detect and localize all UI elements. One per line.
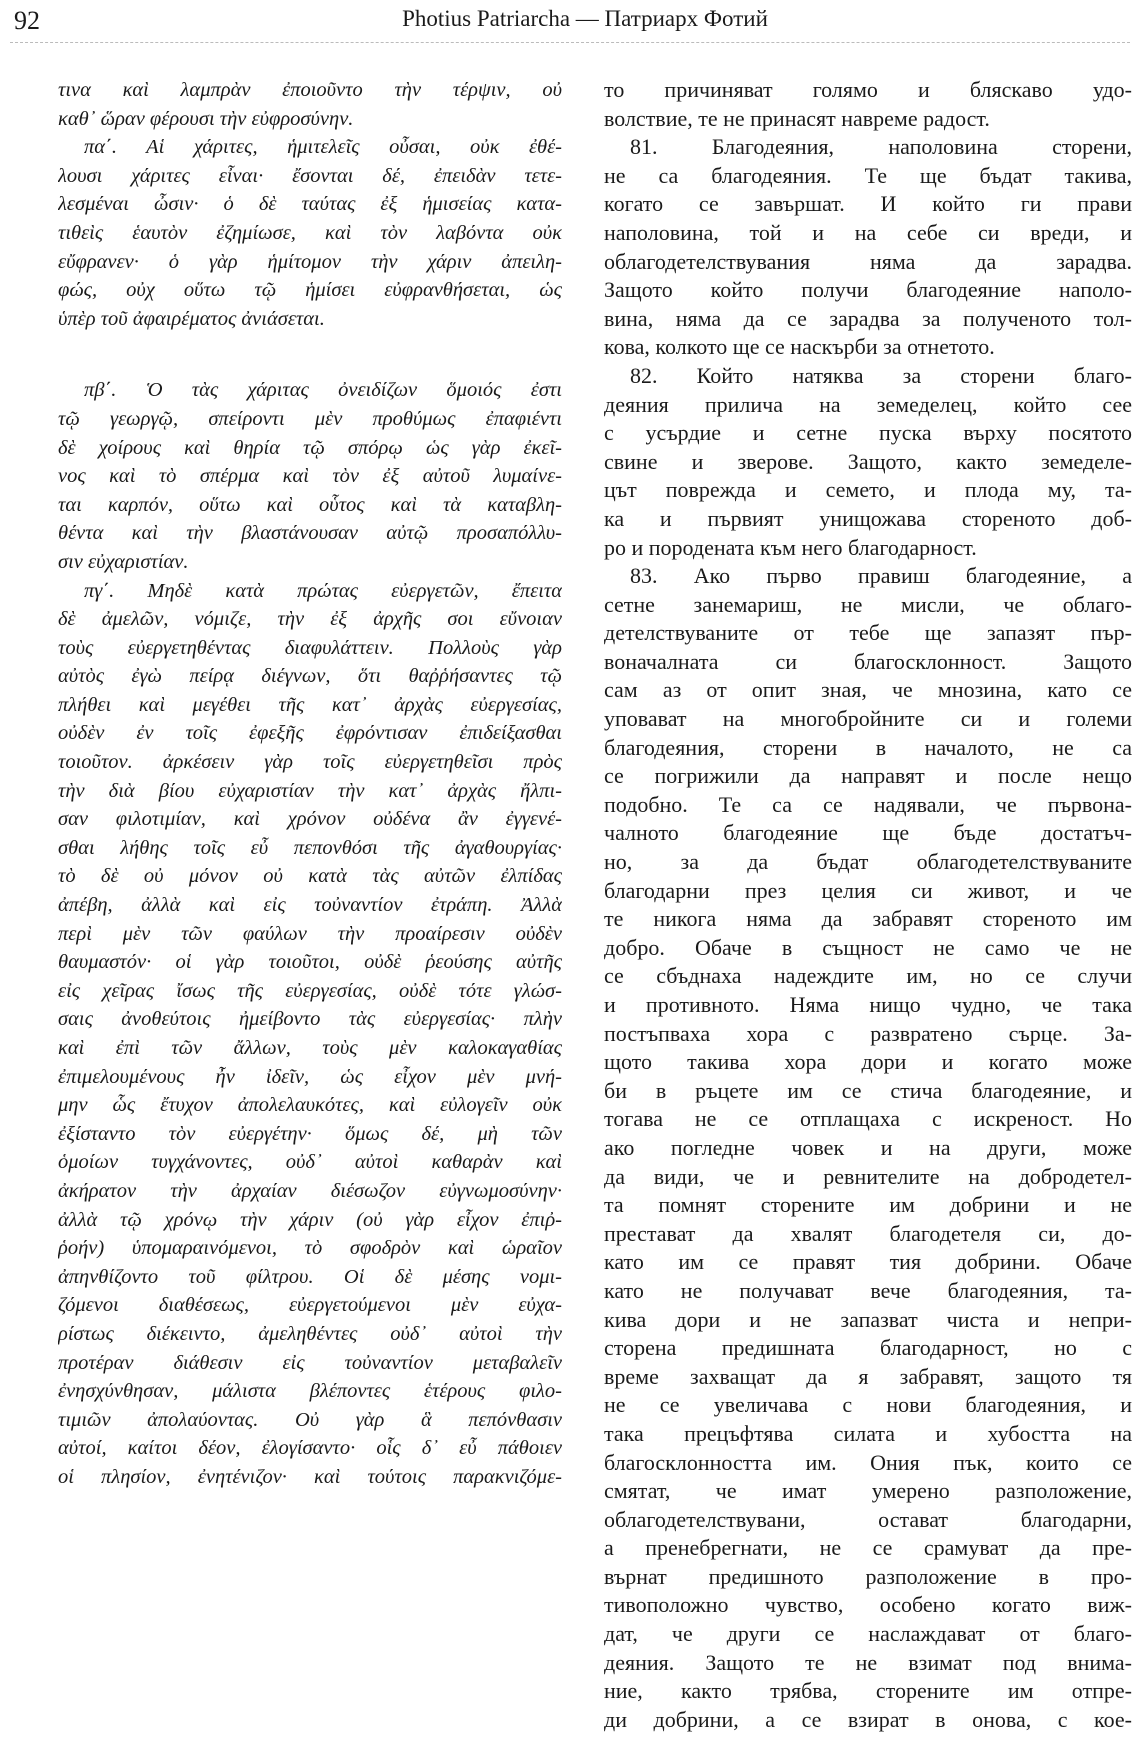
- text-line: ζόμενοι διαθέσεως, εὐεργετούμενοι μὲν εὐχα-: [58, 1294, 562, 1317]
- text-line: τινα καὶ λαμπρὰν ἐποιοῦντο τὴν τέρψιν, οὐ: [58, 79, 562, 101]
- running-title: Photius Patriarcha — Патриарх Фотий: [402, 6, 768, 31]
- text-line: ако погледне човек и на други, може: [604, 1134, 1132, 1160]
- text-line: ἐπιμελουμένους ἦν ἰδεῖν, ὡς εἶχον μὲν μνή-: [58, 1065, 562, 1088]
- text-line: δὲ ἀμελῶν, νόμιζε, τὴν ἐξ ἀρχῆς σοι εὔνοιαν: [58, 608, 562, 631]
- text-line: престават да хвалят благодетеля си, до-: [604, 1220, 1132, 1246]
- text-line: 82. Който натяква за сторени благо-: [630, 362, 1132, 388]
- text-line: λεσμέναι ὦσιν· ὁ δὲ ταύτας ἐξ ἡμισείας κατα-: [58, 193, 562, 216]
- text-line: καὶ ἐπὶ τῶν ἄλλων, τοὺς μὲν καλοκαγαθίας: [58, 1037, 562, 1059]
- text-line: благосклонността им. Ония пък, които се: [604, 1449, 1132, 1475]
- text-line: и противното. Няма нищо чудно, че така: [604, 992, 1132, 1017]
- text-line: постъпваха хора с развратено сърце. За-: [604, 1020, 1132, 1046]
- text-line: сетне занемариш, не мисли, че облаго-: [604, 591, 1132, 617]
- text-line: οἱ πλησίον, ἐνητένιζον· καὶ τούτοις παρακνιζόμε-: [58, 1465, 562, 1488]
- text-line: би в ръцете им се стича благодеяние, и: [604, 1077, 1132, 1103]
- text-line: σαις ἀνοθεύτοις ἠμείβοντο τὰς εὐεργεσίας· πλὴν: [58, 1008, 562, 1031]
- text-line: сам аз от опит зная, че мнозина, като се: [604, 677, 1132, 703]
- text-line: οὐδὲν ἐν τοῖς ἐφεξῆς ἐφρόντισαν ἐπιδείξασθαι: [58, 722, 562, 745]
- text-line: ро и породената към него благодарност.: [604, 534, 977, 560]
- text-line: φώς, οὐχ οὕτω τῷ ἡμίσει εὐφρανθήσεται, ὡς: [58, 279, 562, 302]
- text-line: περὶ μὲν τῶν φαύλων τὴν προαίρεσιν οὐδὲν: [58, 922, 562, 945]
- text-line: благодеяния, сторени в началото, не са: [604, 734, 1132, 760]
- text-line: смятат, че имат умерено разположение,: [604, 1478, 1132, 1504]
- text-line: τιθεὶς ἑαυτὸν ἐζημίωσε, καὶ τὸν λαβόντα οὐκ: [58, 221, 562, 244]
- text-line: не се увеличава с нови благодеяния, и: [604, 1392, 1132, 1418]
- text-line: αὐτοί, καίτοι δέον, ἐλογίσαντο· οἷς δ᾽ εὖ πάθοιεν: [58, 1437, 562, 1460]
- text-line: θαυμαστόν· οἱ γὰρ τοιοῦτοι, οὐδὲ ῥεούσης αὐτῆς: [58, 951, 562, 974]
- text-line: σαν φιλοτιμίαν, καὶ χρόνον οὐδένα ἂν ἐγγενέ-: [58, 808, 562, 831]
- text-line: цът поврежда и семето, и плода му, та-: [604, 477, 1132, 503]
- text-line: εἰς χεῖρας ἴσως τῆς εὐεργεσίας, οὐδὲ τότε γλώσ-: [58, 979, 562, 1002]
- text-line: πα΄. Αἱ χάριτες, ἡμιτελεῖς οὖσαι, οὐκ ἐθέ-: [84, 136, 562, 159]
- bulgarian-text-column: [604, 76, 1132, 1734]
- text-line: καθ᾽ ὥραν φέρουσι τὴν εὐφροσύνην.: [58, 107, 354, 130]
- text-line: σθαι λήθης τοῖς εὖ πεπονθόσι τῆς ἀγαθουργίας·: [58, 836, 562, 859]
- text-line: вина, няма да се зарадва за полученото тол-: [604, 305, 1132, 331]
- text-line: νος καὶ τὸ σπέρμα καὶ τὸν ἐξ αὐτοῦ λυμαίνε-: [58, 465, 562, 488]
- text-line: ρίστως διέκειντο, ἀμεληθέντες οὐδ᾽ αὐτοὶ τὴν: [58, 1322, 562, 1345]
- text-line: облагодетелствувани, остават благодарни,: [604, 1506, 1132, 1532]
- text-line: дат, че други се наслаждават от благо-: [604, 1621, 1132, 1647]
- text-line: те никога няма да забравят стореното им: [604, 906, 1132, 932]
- text-line: αὐτὸς ἐγὼ πείρᾳ διέγνων, ὅτι θαῤῥήσαντες τῷ: [58, 665, 562, 688]
- text-line: облагодетелствувания няма да зарадва.: [604, 248, 1132, 274]
- text-line: така прецъфтява силата и хубостта на: [604, 1420, 1132, 1446]
- text-line: свине и зверове. Защото, както земеделе-: [604, 448, 1132, 474]
- text-line: τοὺς εὐεργετηθέντας διαφυλάττειν. Πολλοὺς γὰρ: [58, 636, 562, 659]
- text-line: τῷ γεωργῷ, σπείροντι μὲν προθύμως ἐπαφιέντι: [58, 407, 562, 430]
- text-line: деяния. Защото те не взимат под внима-: [604, 1649, 1132, 1675]
- text-line: а пренебрегнати, не се срамуват да пре-: [604, 1535, 1132, 1561]
- text-line: кива дори и не запазват чиста и непри-: [604, 1306, 1132, 1332]
- text-line: щото такива хора дори и когато може: [604, 1049, 1132, 1075]
- text-line: ἀπέβη, ἀλλὰ καὶ εἰς τοὐναντίον ἐτράπη. Ἀλλὰ: [58, 894, 562, 917]
- text-line: ἀλλὰ τῷ χρόνῳ τὴν χάριν (οὐ γὰρ εἶχον ἐπιῤ-: [58, 1208, 562, 1231]
- greek-text-column: [58, 76, 562, 1492]
- text-line: δὲ χοίρους καὶ θηρία τῷ σπόρῳ ὡς γὰρ ἐκεῖ-: [58, 436, 562, 459]
- text-line: с усърдие и сетне пуска върху посятото: [604, 420, 1132, 446]
- text-line: тогава не се отплащаха с искреност. Но: [604, 1106, 1132, 1132]
- text-line: като не получават вече благодеяния, та-: [604, 1277, 1132, 1303]
- text-line: θέντα καὶ τὴν βλαστάνουσαν αὐτῷ προσαπόλλυ-: [58, 522, 562, 545]
- text-line: ἐνησχύνθησαν, μάλιστα βλέποντες ἑτέρους φιλο-: [58, 1380, 562, 1403]
- text-line: πβ΄. Ὁ τὰς χάριτας ὀνειδίζων ὅμοιός ἐστι: [84, 379, 562, 402]
- text-line: ῥοήν) ὑπομαραινόμενοι, τὸ σφοδρὸν καὶ ὡραῖον: [58, 1237, 562, 1260]
- text-line: време захващат да я забравят, защото тя: [604, 1363, 1132, 1389]
- text-line: ὑπὲρ τοῦ ἀφαιρέματος ἀνιάσεται.: [58, 307, 325, 330]
- text-line: уповават на многобройните си и големи: [604, 706, 1132, 732]
- text-line: πλήθει καὶ μεγέθει τῆς κατ᾽ ἀρχὰς εὐεργεσίας,: [58, 693, 562, 716]
- text-line: τοιοῦτον. ἀρκέσειν γὰρ τοῖς εὐεργετηθεῖσι πρὸς: [58, 751, 562, 774]
- text-line: то причиняват голямо и бляскаво удо-: [604, 77, 1132, 102]
- paragraph-gap: [58, 333, 562, 376]
- text-line: ἐξίσταντο τὸν εὐεργέτην· ὅμως δέ, μὴ τῶν: [58, 1122, 562, 1145]
- text-line: ди добрини, а се взират в онова, с кое-: [604, 1706, 1132, 1732]
- text-line: ται καρπόν, οὕτω καὶ οὗτος καὶ τὰ καταβλη-: [58, 493, 562, 516]
- text-line: τιμιῶν ἀπολαύοντας. Οὐ γὰρ ἃ πεπόνθασιν: [58, 1408, 562, 1431]
- text-line: τὸ δὲ οὐ μόνον οὐ κατὰ τὰς αὐτῶν ἐλπίδας: [58, 865, 562, 888]
- text-line: подобно. Те са се надявали, че първона-: [604, 791, 1132, 817]
- text-line: чалното благодеяние ще бъде достатъч-: [604, 820, 1132, 846]
- text-line: πγ΄. Μηδὲ κατὰ πρώτας εὐεργετῶν, ἔπειτα: [84, 579, 562, 602]
- text-line: ка и първият унищожава стореното доб-: [604, 505, 1132, 531]
- text-line: благодарни през целия си живот, и че: [604, 877, 1132, 903]
- text-line: деяния прилича на земеделец, който сее: [604, 391, 1132, 417]
- text-line: ние, както трябва, сторените им отпре-: [604, 1678, 1132, 1704]
- text-line: Защото който получи благодеяние наполо-: [604, 277, 1132, 303]
- text-line: наполовина, той и на себе си вреди, и: [604, 219, 1132, 245]
- text-line: воначалната си благосклонност. Защото: [604, 648, 1132, 674]
- text-line: εὔφρανεν· ὁ γὰρ ἡμίτομον τὴν χάριν ἀπειλη-: [58, 250, 562, 273]
- text-line: да види, че и ревнителите на добродетел-: [604, 1163, 1132, 1189]
- text-line: върнат предишното разположение в про-: [604, 1563, 1132, 1589]
- text-line: προτέραν διάθεσιν εἰς τοὐναντίον μεταβαλεῖν: [58, 1351, 562, 1374]
- text-line: когато се завършат. И който ги прави: [604, 191, 1132, 217]
- page-number: 92: [14, 6, 40, 35]
- text-line: волствие, те не принасят навреме радост.: [604, 105, 990, 131]
- text-line: тивоположно чувство, особено когато виж-: [604, 1592, 1132, 1618]
- text-line: сторена предишната благодарност, но с: [604, 1335, 1132, 1361]
- text-line: но, за да бъдат облагодетелствуваните: [604, 849, 1132, 875]
- text-line: μην ὧς ἔτυχον ἀπολελαυκότες, καὶ εὐλογεῖν οὐκ: [58, 1094, 562, 1117]
- text-line: та помнят сторените им добрини и не: [604, 1192, 1132, 1218]
- text-line: 81. Благодеяния, наполовина сторени,: [630, 134, 1132, 160]
- text-line: σιν εὐχαριστίαν.: [58, 550, 189, 573]
- text-line: се сбъднаха надеждите им, но се случи: [604, 963, 1132, 989]
- text-line: λουσι χάριτες εἶναι· ἔσονται δέ, ἐπειδὰν τετε-: [58, 164, 562, 187]
- text-line: ἀκήρατον τὴν ἀρχαίαν διέσωζον εὐγνωμοσύνην·: [58, 1179, 562, 1202]
- header-rule: [10, 42, 1130, 43]
- text-line: детелствуваните от тебе ще запазят пър-: [604, 620, 1132, 646]
- text-line: се погрижили да направят и после нещо: [604, 763, 1132, 789]
- text-line: 83. Ако първо правиш благодеяние, а: [630, 563, 1132, 589]
- text-line: ὁμοίων τυγχάνοντες, οὐδ᾽ αὐτοὶ καθαρὰν καὶ: [58, 1151, 562, 1174]
- text-line: добро. Обаче в същност не само че не: [604, 934, 1132, 960]
- text-line: ἀπηνθίζοντο τοῦ φίλτρου. Οἱ δὲ μέσης νομι-: [58, 1265, 562, 1288]
- text-line: τὴν διὰ βίου εὐχαριστίαν τὴν κατ᾽ ἀρχὰς ἤλπι-: [58, 779, 562, 802]
- text-line: не са благодеяния. Те ще бъдат такива,: [604, 162, 1132, 188]
- text-line: като им се правят тия добрини. Обаче: [604, 1249, 1132, 1275]
- text-line: кова, колкото ще се наскърби за отнетото.: [604, 334, 995, 360]
